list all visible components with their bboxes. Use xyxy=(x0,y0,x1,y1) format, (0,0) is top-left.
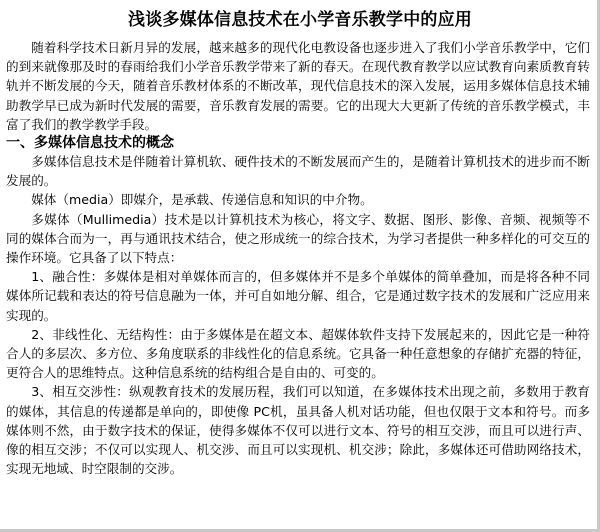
feature-fusion-paragraph: 1、融合性：多媒体是相对单媒体而言的，但多媒体并不是多个单媒体的简单叠加，而是将各种不同媒体所记载和表达的符号信息融为一体，并可自如地分解、组合，它是通过数字技术的发展和广泛应用来实现的。 xyxy=(6,269,590,323)
media-paragraph: 媒体（media）即媒介，是承载、传递信息和知识的中介物。 xyxy=(31,192,373,208)
definition-paragraph: 多媒体信息技术是伴随着计算机软、硬件技术的不断发展而产生的，是随着计算机技术的进步而不断发展的。 xyxy=(6,154,590,189)
intro-paragraph: 随着科学技术日新月异的发展，越来越多的现代化电教设备也逐步进入了我们小学音乐教学中，它们的到来就像那及时的春雨给我们小学音乐教学带来了新的春天。在现代教育教学以应试教育向素质教育转轨并不断发展的今天，随着音乐教材体系的不断改革，现代信息技术的深入发展，运用多媒体信息技术辅助教学早已成为新时代发展的需要，音乐教育发展的需要。它的出现大大更新了传统的音乐教学模式，丰富了我们的教学教学手段。 xyxy=(6,40,590,132)
article-title: 浅谈多媒体信息技术在小学音乐教学中的应用 xyxy=(128,10,472,30)
section-heading: 一、多媒体信息技术的概念 xyxy=(6,135,174,152)
article-body xyxy=(6,38,590,478)
feature-nonlinear-paragraph: 2、非线性化、无结构性：由于多媒体是在超文本、超媒体软件支持下发展起来的，因此它是一种符合人的多层次、多方位、多角度联系的非线性化的信息系统。它具备一种任意想象的存储扩充器的特征，更符合人的思维特点。这种信息系统的结构组合是自由的、可变的。 xyxy=(6,326,590,381)
multimedia-paragraph: 多媒体（Mullimedia）技术是以计算机技术为核心，将文字、数据、图形、影像、音频、视频等不同的媒体合而为一，再与通讯技术结合，使之形成统一的综合技术，为学习者提供一种多样化的可交互的操作环境。它具备了以下特点： xyxy=(6,211,590,266)
feature-interaction-paragraph: 3、相互交涉性：纵观教育技术的发展历程，我们可以知道，在多媒体技术出现之前，多数用于教育的媒体，其信息的传递都是单向的，即使像 PC机，虽具备人机对话功能，但也仅限于文本和符号。而多媒体则不然，由于数字技术的保证，使得多媒体不仅可以进行文本、符号的相互交涉，而且可以进行声、像的相互交涉；不仅可以实现人、机交涉、而且可以实现机、机交涉；除此，多媒体还可借助网络技术，实现无地域、时空限制的交涉。 xyxy=(6,384,590,477)
